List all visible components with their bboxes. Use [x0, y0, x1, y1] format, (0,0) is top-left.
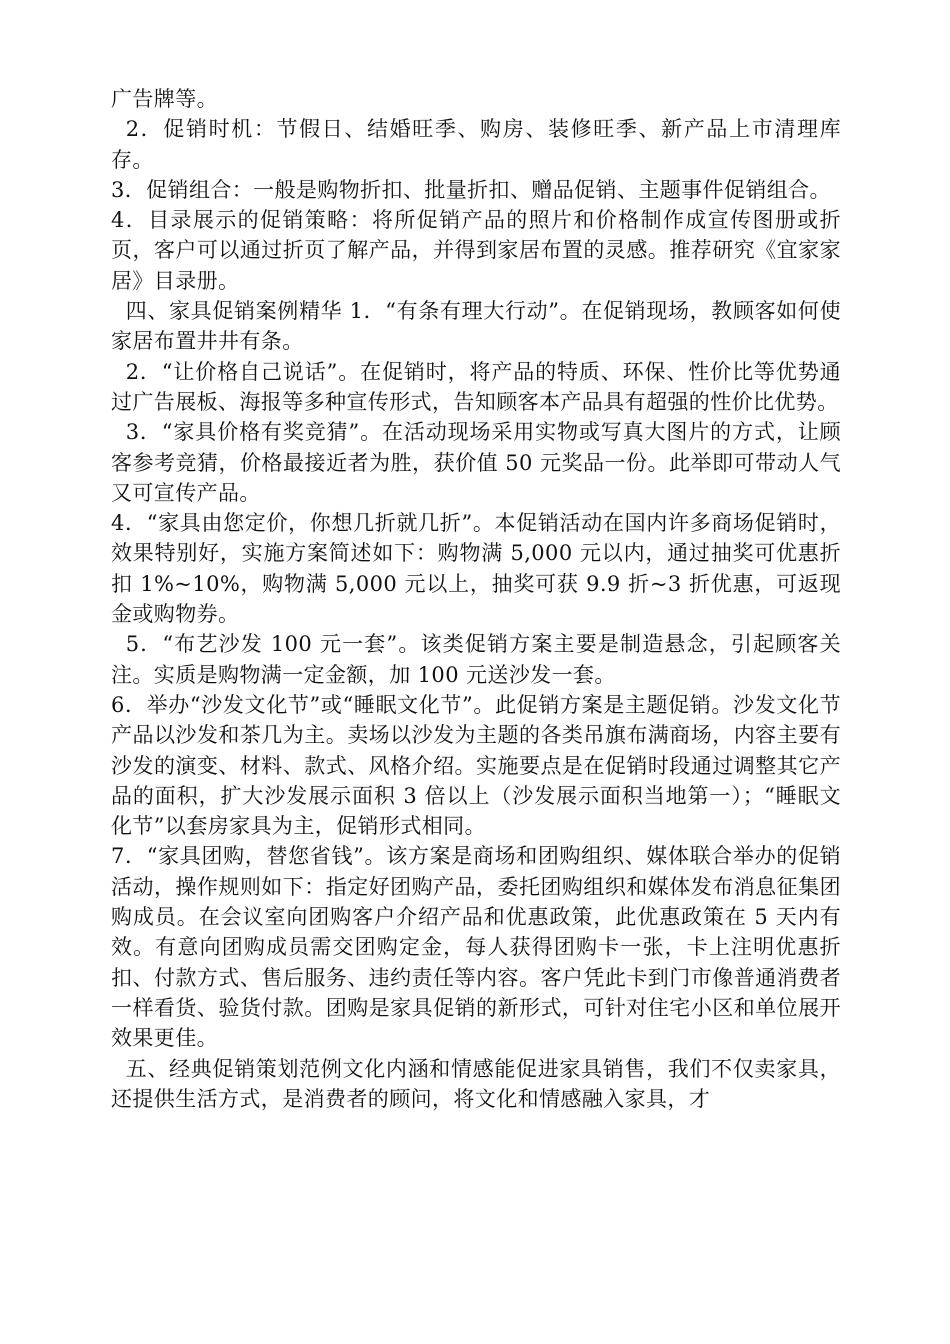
- paragraph-catalog-strategy: 4．目录展示的促销策略：将所促销产品的照片和价格制作成宣传图册或折页，客户可以通过折页了解产品，并得到家居布置的灵感。推荐研究《宜家家居》目录册。: [111, 208, 841, 293]
- paragraph-promo-mix: 3．促销组合：一般是购物折扣、批量折扣、赠品促销、主题事件促销组合。: [111, 177, 831, 202]
- paragraph-case-6: 6．举办“沙发文化节”或“睡眠文化节”。此促销方案是主题促销。沙发文化节产品以沙发和茶几为主。卖场以沙发为主题的各类吊旗布满商场，内容主要有沙发的演变、材料、款式、风格介绍。实施要点是在促销时段通过调整其它产品的面积，扩大沙发展示面积 3 倍以上（沙发展示面积当地第一）；“睡眠文化节”以套房家具为主，促销形式相同。: [111, 692, 841, 839]
- paragraph-case-5: 5．“布艺沙发 100 元一套”。该类促销方案主要是制造悬念，引起顾客关注。实质是购物满一定金额，加 100 元送沙发一套。: [111, 632, 841, 687]
- paragraph-case-7: 7．“家具团购，替您省钱”。该方案是商场和团购组织、媒体联合举办的促销活动，操作规则如下：指定好团购产品，委托团购组织和媒体发布消息征集团购成员。在会议室向团购客户介绍产品和优惠政策，此优惠政策在 5 天内有效。有意向团购成员需交团购定金，每人获得团购卡一张，卡上注明优惠折扣、付款方式、售后服务、违约责任等内容。客户凭此卡到门市像普通消费者一样看货、验货付款。团购是家具促销的新形式，可针对住宅小区和单位展开效果更佳。: [111, 844, 841, 1051]
- paragraph-section-four: 四、家具促销案例精华 1．“有条有理大行动”。在促销现场，教顾客如何使家居布置井井有条。: [111, 299, 841, 354]
- paragraph-case-3: 3．“家具价格有奖竞猜”。在活动现场采用实物或写真大图片的方式，让顾客参考竞猜，价格最接近者为胜，获价值 50 元奖品一份。此举即可带动人气又可宣传产品。: [111, 420, 841, 505]
- paragraph-case-2: 2．“让价格自己说话”。在促销时，将产品的特质、环保、性价比等优势通过广告展板、海报等多种宣传形式，告知顾客本产品具有超强的性价比优势。: [111, 359, 841, 414]
- paragraph-section-five: 五、经典促销策划范例文化内涵和情感能促进家具销售，我们不仅卖家具，还提供生活方式，是消费者的顾问，将文化和情感融入家具，才: [111, 1056, 841, 1111]
- paragraph-promo-timing: 2．促销时机：节假日、结婚旺季、购房、装修旺季、新产品上市清理库存。: [111, 117, 841, 172]
- paragraph-case-4: 4．“家具由您定价，你想几折就几折”。本促销活动在国内许多商场促销时，效果特别好，实施方案简述如下：购物满 5,000 元以内，通过抽奖可优惠折扣 1%~10%，购物满 5,000 元以上，抽奖可获 9.9 折~3 折优惠，可返现金或购物券。: [111, 511, 841, 627]
- paragraph-continuation: 广告牌等。: [111, 87, 218, 111]
- document-body: [111, 84, 841, 1114]
